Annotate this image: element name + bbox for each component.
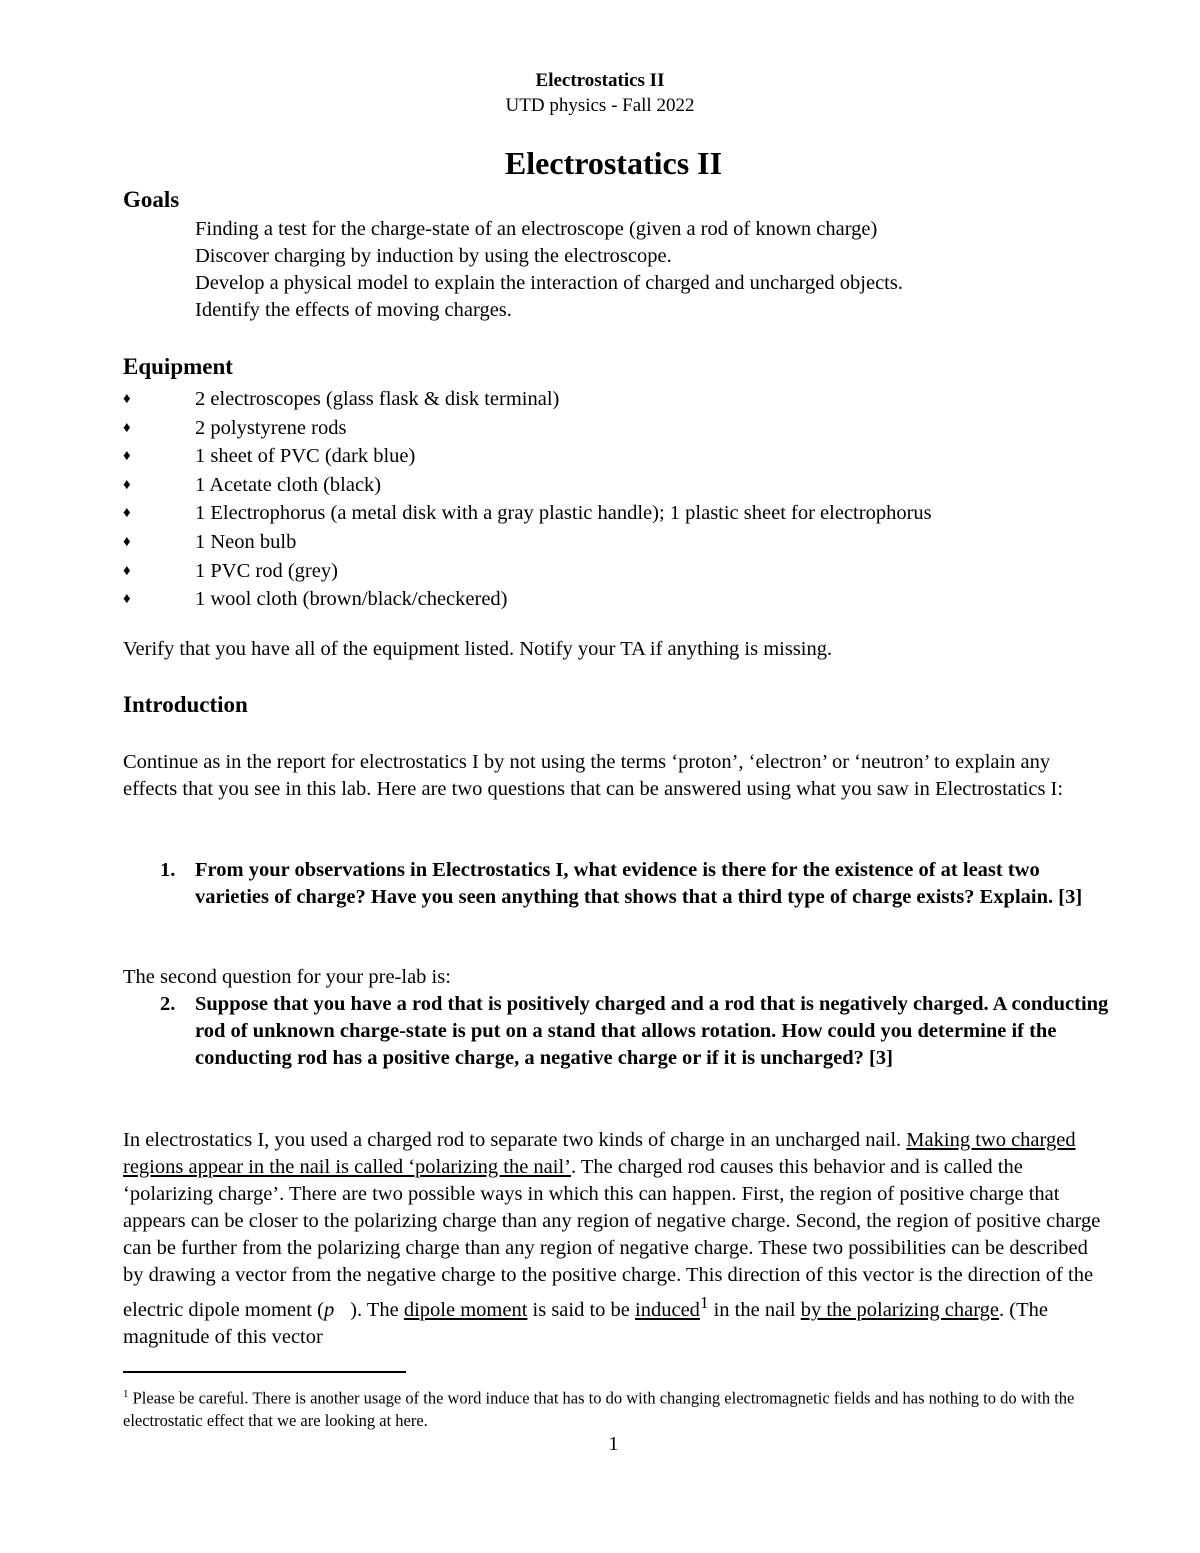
goals-heading: Goals [123,187,180,212]
goal-item: Discover charging by induction by using the electroscope. [195,245,672,267]
diamond-bullet-icon: ♦ [123,591,131,608]
question-text: From your observations in Electrostatics I, what evidence is there for the existence of at least two varieties of charge? Have you seen anything that shows that a third type of charge exists? Explain. [3] [195,859,1083,908]
equipment-heading: Equipment [123,354,233,379]
diamond-bullet-icon: ♦ [123,391,131,407]
para-text: ). The [350,1298,404,1321]
diamond-bullet-icon: ♦ [123,533,131,550]
underlined-definition: Making two charged regions appear in the nail is called ‘polarizing the nail’ [123,1129,1076,1178]
equipment-item: 1 sheet of PVC (dark blue) [195,445,416,468]
goal-item: Develop a physical model to explain the interaction of charged and uncharged objects. [195,272,903,294]
introduction-heading: Introduction [123,692,248,717]
equipment-item: 2 electroscopes (glass flask & disk terminal) [195,388,560,410]
equipment-note: Verify that you have all of the equipment listed. Notify your TA if anything is missing. [123,638,833,660]
para-text: is said to be [527,1298,636,1321]
para-text: . The charged rod causes this behavior and is called the ‘polarizing charge’. There are two possible ways in which this can happen. First, the region of positive charge that appears can be closer to the polarizing charge than any region of negative charge. Second, the region of positive charge can be further from the polarizing charge than any region of negative charge. These two possibilities can be described by drawing a vector from the negative charge to the positive charge. This direction of this vector is the direction of the electric dipole moment ( [123,1156,1101,1321]
goals-list [195,216,903,324]
footnote-divider [123,1371,406,1373]
equipment-item: 1 Neon bulb [195,530,297,553]
question-2 [160,991,1110,1072]
equipment-item: 1 wool cloth (brown/black/checkered) [195,588,508,611]
para-text: . (The magnitude of this vector [123,1298,1048,1348]
equipment-item: 2 polystyrene rods [195,416,347,439]
footnote-marker: 1 [699,1293,709,1312]
question-text: Suppose that you have a rod that is positively charged and a rod that is negatively charged. A conducting rod of unknown charge-state is put on a stand that allows rotation. How could you determine if the conducting rod has a positive charge, a negative charge or if it is uncharged? [3] [195,993,1109,1069]
dipole-vector-symbol: p⃗ [323,1298,351,1321]
underlined-term: by the polarizing charge [800,1298,1000,1321]
question-number: 2. [160,993,176,1015]
diamond-bullet-icon: ♦ [123,448,131,465]
underlined-term: induced [635,1298,700,1321]
underlined-term: dipole moment [403,1298,528,1321]
equipment-item: 1 Acetate cloth (black) [195,473,382,496]
goal-item: Finding a test for the charge-state of an electroscope (given a rod of known charge) [195,218,878,240]
running-header-subtitle: UTD physics - Fall 2022 [505,95,695,116]
para-text: In electrostatics I, you used a charged rod to separate two kinds of charge in an uncharged nail. [123,1129,907,1151]
diamond-bullet-icon: ♦ [123,419,131,436]
question-1 [160,857,1110,911]
diamond-bullet-icon: ♦ [123,505,131,522]
equipment-item: 1 PVC rod (grey) [195,559,338,582]
prelab-intro: The second question for your pre-lab is: [123,966,451,988]
diamond-bullet-icon: ♦ [123,476,131,493]
running-header-title: Electrostatics II [535,70,665,91]
polarization-paragraph [123,1127,1103,1351]
page-number: 1 [608,1433,619,1455]
page-title: Electrostatics II [504,145,723,181]
diamond-bullet-icon: ♦ [123,562,131,579]
question-number: 1. [160,859,176,881]
para-text: in the nail [708,1298,801,1321]
goal-item: Identify the effects of moving charges. [195,299,512,321]
footnote-text: Please be careful. There is another usage of the word induce that has to do with changing electromagnetic fields and has nothing to do with the electrostatic effect that we are looking at here. [123,1388,1075,1430]
footnote-number: 1 [123,1388,129,1400]
equipment-item: 1 Electrophorus (a metal disk with a gray plastic handle); 1 plastic sheet for electrophorus [195,502,932,525]
intro-paragraph: Continue as in the report for electrostatics I by not using the terms ‘proton’, ‘electron’ or ‘neutron’ to explain any effects that you see in this lab. Here are two questions that can be answered using what you saw in Electrostatics I: [123,751,1064,800]
footnote [123,1383,1103,1432]
